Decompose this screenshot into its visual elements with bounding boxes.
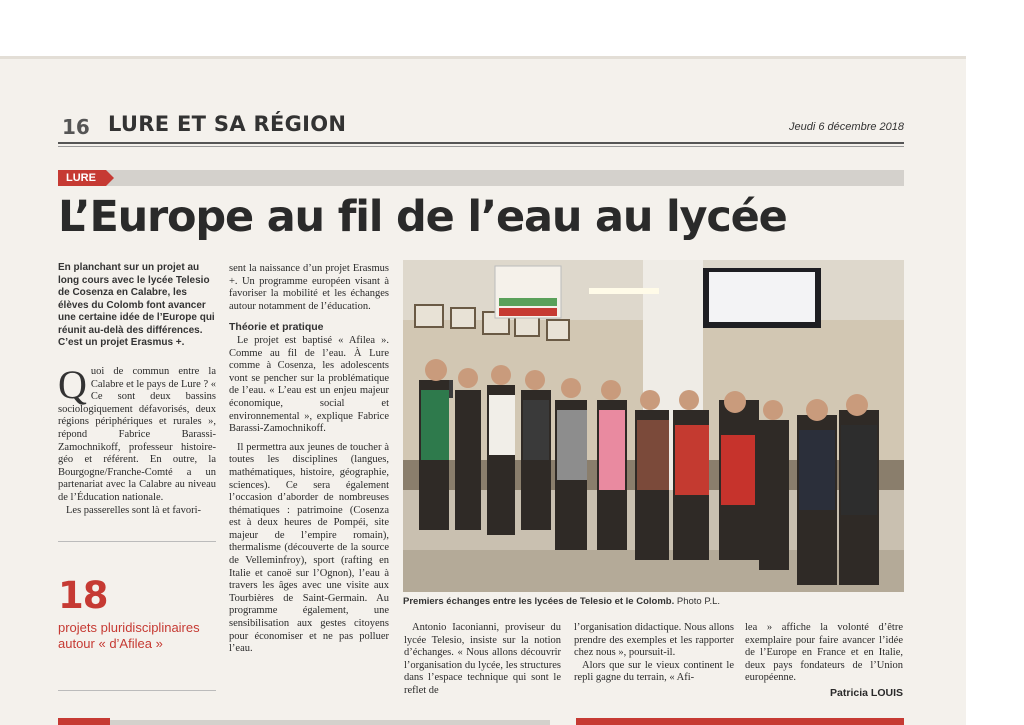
page-number: 16 [62, 115, 90, 139]
photo-caption [403, 596, 904, 607]
headline: L’Europe au fil de l’eau au lycée [58, 192, 787, 242]
body-paragraph: Alors que sur le vieux continent le repli gagne du terrain, « Afi- [574, 659, 734, 684]
kicker-bar [58, 170, 904, 186]
body-column-4 [574, 622, 734, 685]
section-title: LURE ET SA RÉGION [108, 112, 347, 136]
body-paragraph: l’organisation didactique. Nous allons prendre des exemples et les rapporter chez nous », poursuit-il. [574, 622, 734, 659]
key-figure-number: 18 [58, 574, 108, 617]
body-paragraph: Il permettra aux jeunes de toucher à toutes les disciplines (langues, mathématiques, histoire, géographie, sciences). Ce sera également l’occasion d’aborder de nombreuses thématiques : patrimoine (Cosenza est à deux heures de Pompéi, site majeur de l’empire romain), thermalisme (découverte de la source de Velleminfroy), sport (rafting en Italie et canoë sur l’Ognon), l’eau à travers les âges avec une visite aux Tourbières de Saint-Germain. Au programme également, une sensibilisation aux gestes citoyens pour économiser et ne pas polluer l’eau. [229, 441, 389, 655]
kicker-label: LURE [58, 170, 106, 186]
body-column-3 [404, 622, 561, 698]
caption-text: Premiers échanges entre les lycées de Telesio et le Colomb. [403, 596, 675, 607]
header-rule [58, 142, 904, 144]
body-column-1 [58, 362, 216, 517]
subheading: Théorie et pratique [229, 321, 324, 334]
body-paragraph: Le projet est baptisé « Afilea ». Comme au fil de l’eau. À Lure comme à Cosenza, les adolescents vont se pencher sur la problématique de l’eau. « L’eau est un enjeu majeur économique, social et environnemental », explique Fabrice Barassi-Zamochnikoff. [229, 334, 389, 435]
body-paragraph: Les passerelles sont là et favori- [66, 504, 201, 516]
issue-date: Jeudi 6 décembre 2018 [789, 121, 904, 133]
body-column-5 [745, 622, 903, 700]
page-edge [0, 56, 966, 59]
drop-cap: Q [58, 362, 87, 407]
lead-paragraph: En planchant sur un projet au long cours avec le lycée Telesio de Cosenza en Calabre, les élèves du Colomb font avancer une certaine idée de l’Europe qui réunit au-delà des différences. C’est un projet Erasmus +. [58, 262, 215, 348]
body-column-2 [229, 263, 389, 656]
group-photo [403, 260, 904, 592]
author-signature: Patricia LOUIS [830, 686, 903, 699]
divider [58, 690, 216, 691]
divider [58, 541, 216, 542]
key-figure-label: projets pluridisciplinaires autour « d’Afilea » [58, 620, 200, 651]
body-paragraph: lea » affiche la volonté d’être exemplaire pour faire avancer l’idée de l’Europe en France et en Italie, deux pays fondateurs de l’Union européenne. [745, 622, 903, 684]
body-paragraph: sent la naissance d’un projet Erasmus +. Un programme européen visant à favoriser la mobilité et les échanges autour notamment de l’éducation. [229, 263, 389, 312]
next-article-bar [110, 720, 550, 725]
photo-credit: Photo P.L. [676, 596, 721, 607]
body-paragraph: uoi de commun entre la Calabre et le pays de Lure ? « Ce sont deux bassins sociologiquement défavorisés, deux régions périphériques et rurales », répond Fabrice Barassi-Zamochnikoff, professeur histoire-géo et référent. En outre, la Bourgogne/Franche-Comté a un partenariat avec la Calabre au niveau de l’Éducation nationale. [58, 366, 216, 503]
next-article-bar-right [576, 718, 904, 725]
body-paragraph: Antonio Iaconianni, proviseur du lycée Telesio, insiste sur la notion d’échanges. « Nous allons découvrir l’organisation du lycée, les structures dans l’espace technique qui sont le reflet de [404, 622, 561, 696]
next-article-kicker [58, 718, 110, 725]
header-rule-thin [58, 146, 904, 147]
